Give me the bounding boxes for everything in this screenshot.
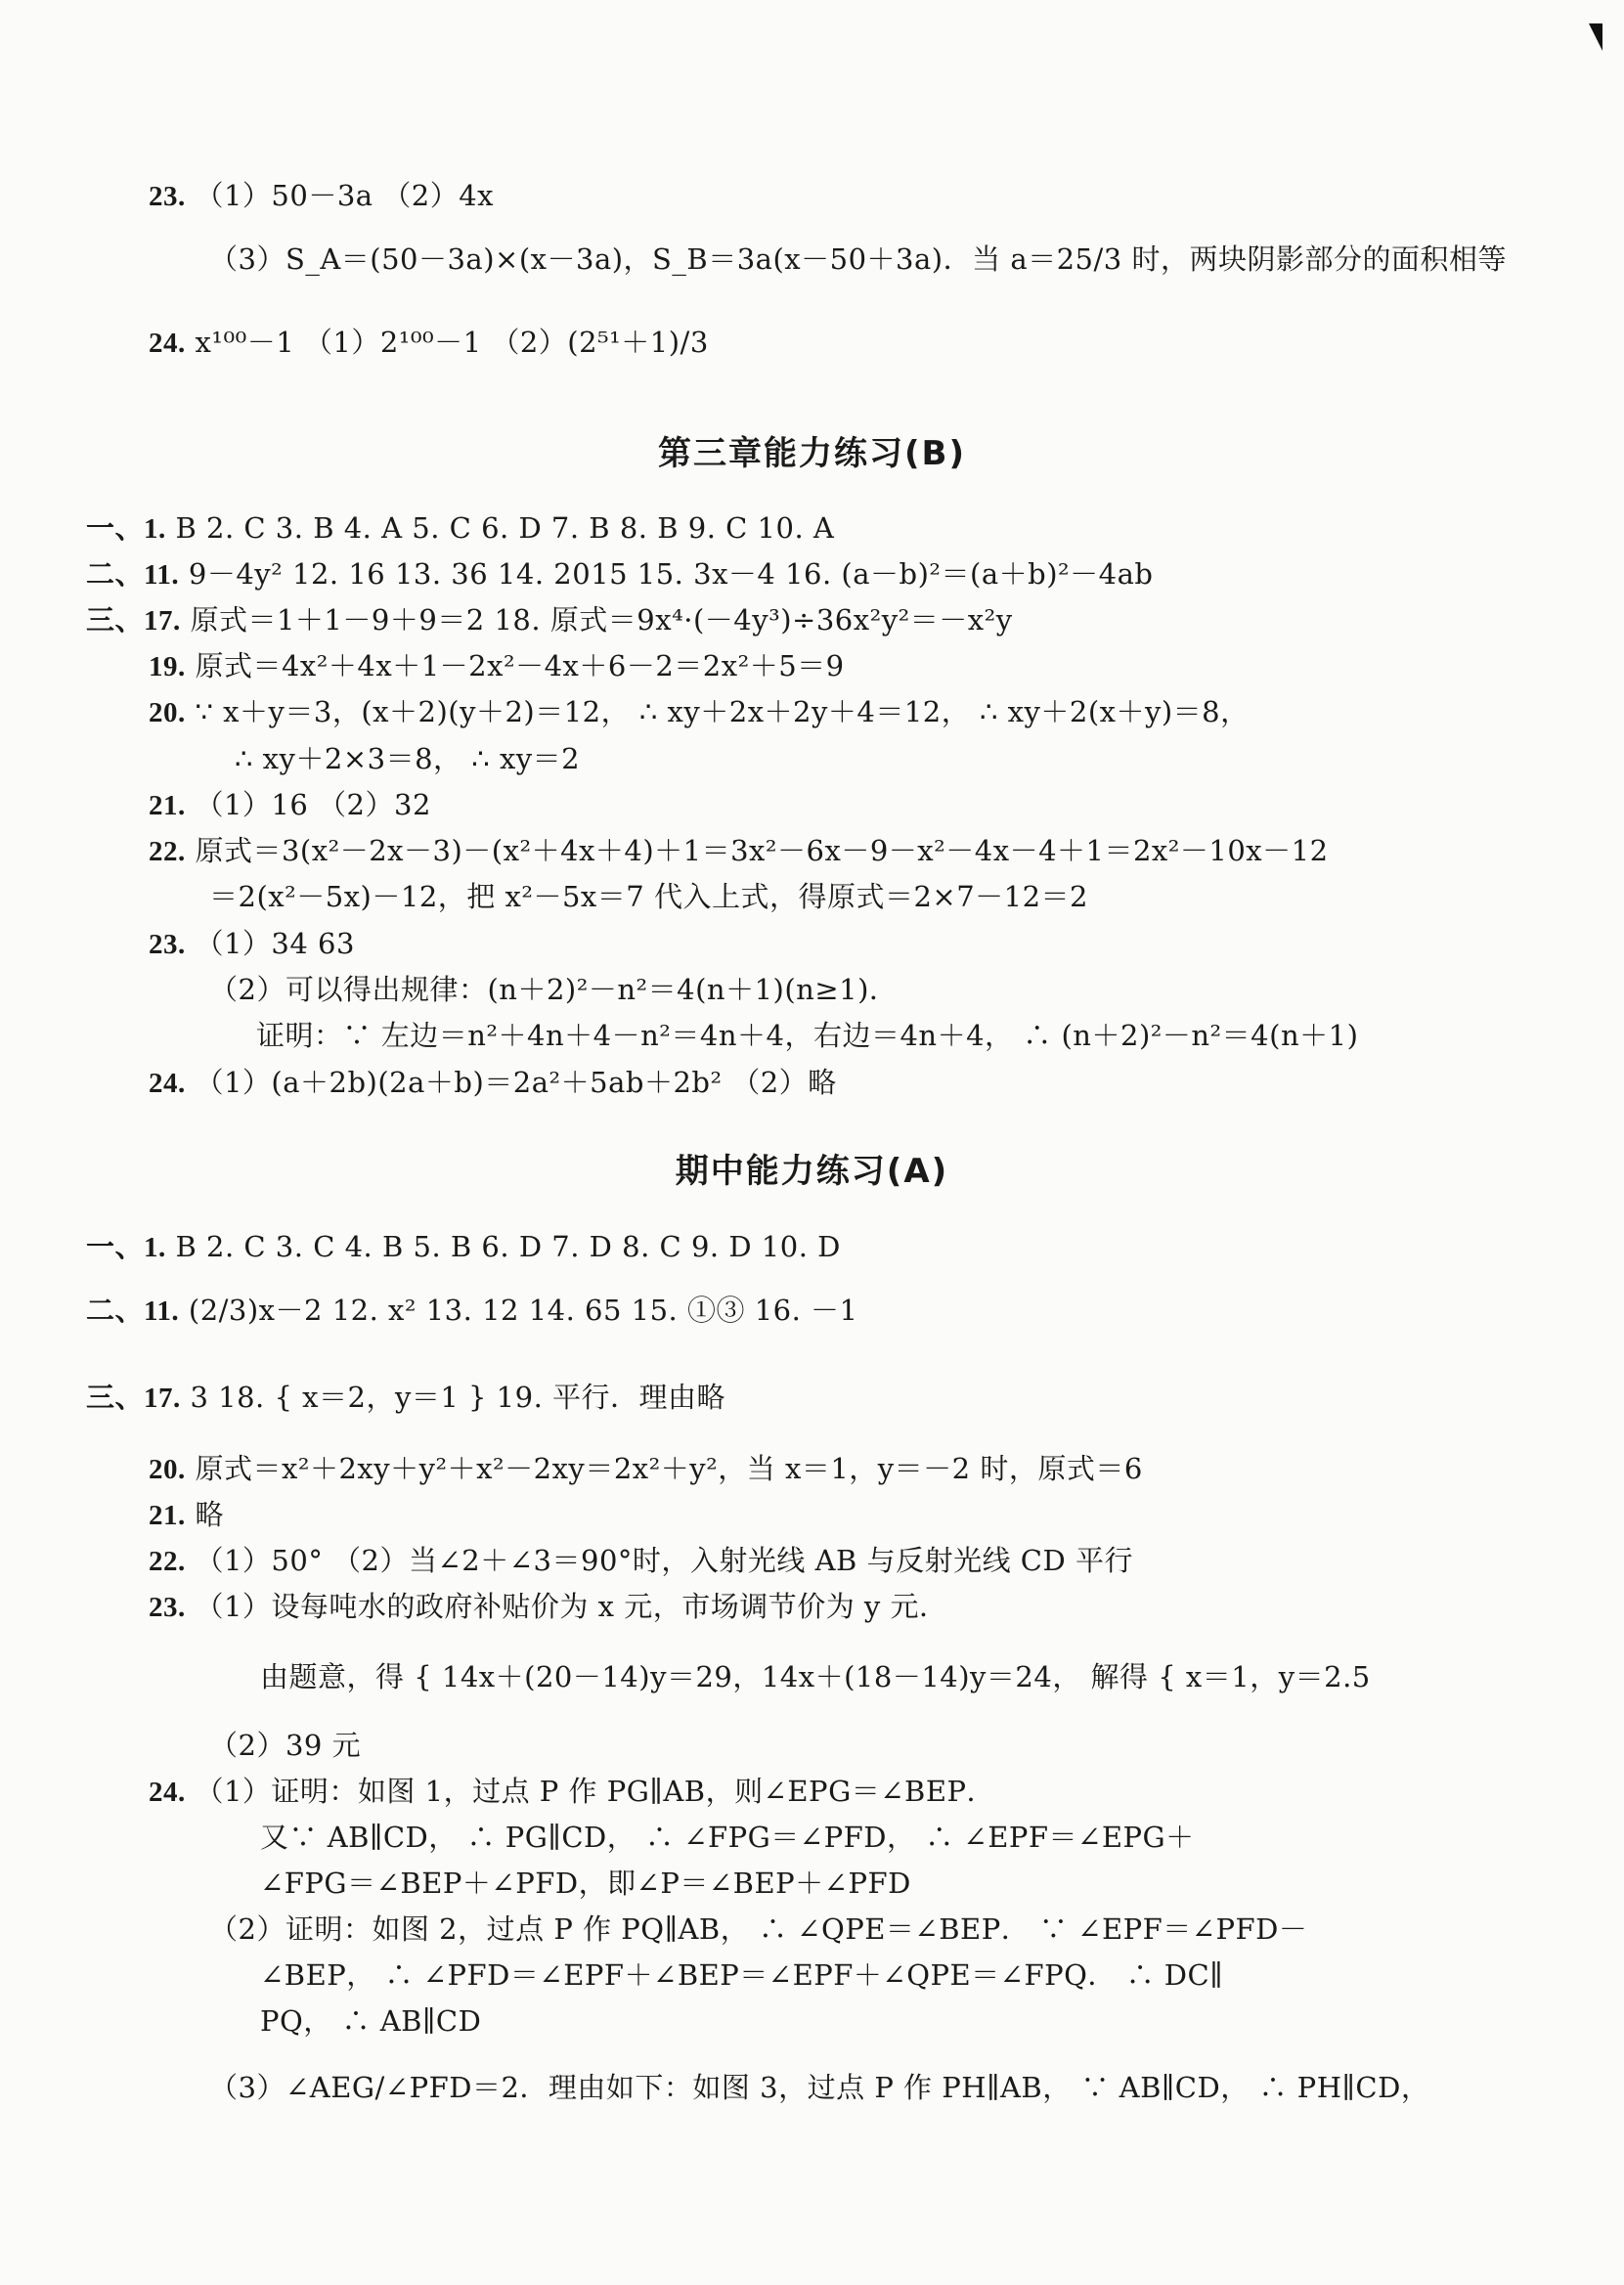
answer-line: 又∵ AB∥CD， ∴ PG∥CD， ∴ ∠FPG＝∠PFD， ∴ ∠EPF＝∠EPG＋ <box>260 1821 1195 1854</box>
answer-line: 证明：∵ 左边＝n²＋4n＋4－n²＝4n＋4，右边＝4n＋4， ∴ (n＋2)²－n²＝4(n＋1) <box>256 1019 1359 1052</box>
answer-line: 23. （1）34 63 <box>149 927 355 960</box>
answer-line: 21. （1）16 （2）32 <box>149 788 431 821</box>
answer-line: PQ， ∴ AB∥CD <box>260 2004 482 2038</box>
answer-line: ＝2(x²－5x)－12，把 x²－5x＝7 代入上式，得原式＝2×7－12＝2 <box>209 880 1088 913</box>
answer-line: （3）∠AEG/∠PFD＝2．理由如下：如图 3，过点 P 作 PH∥AB， ∵ AB∥CD， ∴ PH∥CD， <box>209 2071 1430 2104</box>
answer-line: 23. （1）设每吨水的政府补贴价为 x 元，市场调节价为 y 元． <box>149 1590 948 1623</box>
section-title: 第三章能力练习(B) <box>658 434 966 473</box>
answer-line: 一、1. B 2. C 3. C 4. B 5. B 6. D 7. D 8. C 9. D 10. D <box>86 1230 841 1263</box>
answer-line: 二、11. 9－4y² 12. 16 13. 36 14. 2015 15. 3x－4 16. (a－b)²＝(a＋b)²－4ab <box>86 557 1154 591</box>
answer-line: 三、17. 3 18. { x＝2，y＝1 } 19. 平行．理由略 <box>86 1381 726 1414</box>
answer-line: ∠FPG＝∠BEP＋∠PFD，即∠P＝∠BEP＋∠PFD <box>260 1867 911 1900</box>
answer-line: 由题意，得 { 14x＋(20－14)y＝29，14x＋(18－14)y＝24， 解得 { x＝1，y＝2.5 <box>260 1660 1371 1693</box>
answer-line: 三、17. 原式＝1＋1－9＋9＝2 18. 原式＝9x⁴·(－4y³)÷36x²y²＝－x²y <box>86 603 1013 637</box>
answer-line: 二、11. (2/3)x－2 12. x² 13. 12 14. 65 15. ①③ 16. －1 <box>86 1294 858 1327</box>
corner-mark <box>1589 23 1602 51</box>
answer-line: 22. 原式＝3(x²－2x－3)－(x²＋4x＋4)＋1＝3x²－6x－9－x²－4x－4＋1＝2x²－10x－12 <box>149 834 1329 867</box>
answer-line: （2）证明：如图 2，过点 P 作 PQ∥AB， ∴ ∠QPE＝∠BEP． ∵ ∠EPF＝∠PFD－ <box>209 1912 1308 1946</box>
answer-line: 21. 略 <box>149 1498 224 1531</box>
answer-line: （2）可以得出规律：(n＋2)²－n²＝4(n＋1)(n≥1)． <box>209 973 899 1006</box>
answer-line: 24. （1）(a＋2b)(2a＋b)＝2a²＋5ab＋2b² （2）略 <box>149 1066 837 1099</box>
answer-line: 20. ∵ x＋y＝3，(x＋2)(y＋2)＝12， ∴ xy＋2x＋2y＋4＝12， ∴ xy＋2(x＋y)＝8， <box>149 695 1250 728</box>
answer-line: 23. （1）50－3a （2）4x <box>149 179 495 212</box>
answer-line: 19. 原式＝4x²＋4x＋1－2x²－4x＋6－2＝2x²＋5＝9 <box>149 649 845 682</box>
section-title: 期中能力练习(A) <box>675 1152 949 1191</box>
answer-line: 24. x¹⁰⁰－1 （1）2¹⁰⁰－1 （2）(2⁵¹＋1)/3 <box>149 326 709 359</box>
answer-line: 20. 原式＝x²＋2xy＋y²＋x²－2xy＝2x²＋y²，当 x＝1，y＝－2 时，原式＝6 <box>149 1452 1143 1485</box>
answer-line: 22. （1）50° （2）当∠2＋∠3＝90°时，入射光线 AB 与反射光线 CD 平行 <box>149 1544 1133 1577</box>
answer-line: ∠BEP， ∴ ∠PFD＝∠EPF＋∠BEP＝∠EPF＋∠QPE＝∠FPQ． ∴ DC∥ <box>260 1958 1224 1992</box>
answer-line: （3）S_A＝(50－3a)×(x－3a)，S_B＝3a(x－50＋3a)．当 a＝25/3 时，两块阴影部分的面积相等 <box>209 242 1507 276</box>
answer-line: ∴ xy＋2×3＝8， ∴ xy＝2 <box>235 742 581 775</box>
answer-line: 一、1. B 2. C 3. B 4. A 5. C 6. D 7. B 8. B 9. C 10. A <box>86 511 835 545</box>
answer-line: 24. （1）证明：如图 1，过点 P 作 PG∥AB，则∠EPG＝∠BEP． <box>149 1775 996 1808</box>
answer-line: （2）39 元 <box>209 1729 362 1762</box>
